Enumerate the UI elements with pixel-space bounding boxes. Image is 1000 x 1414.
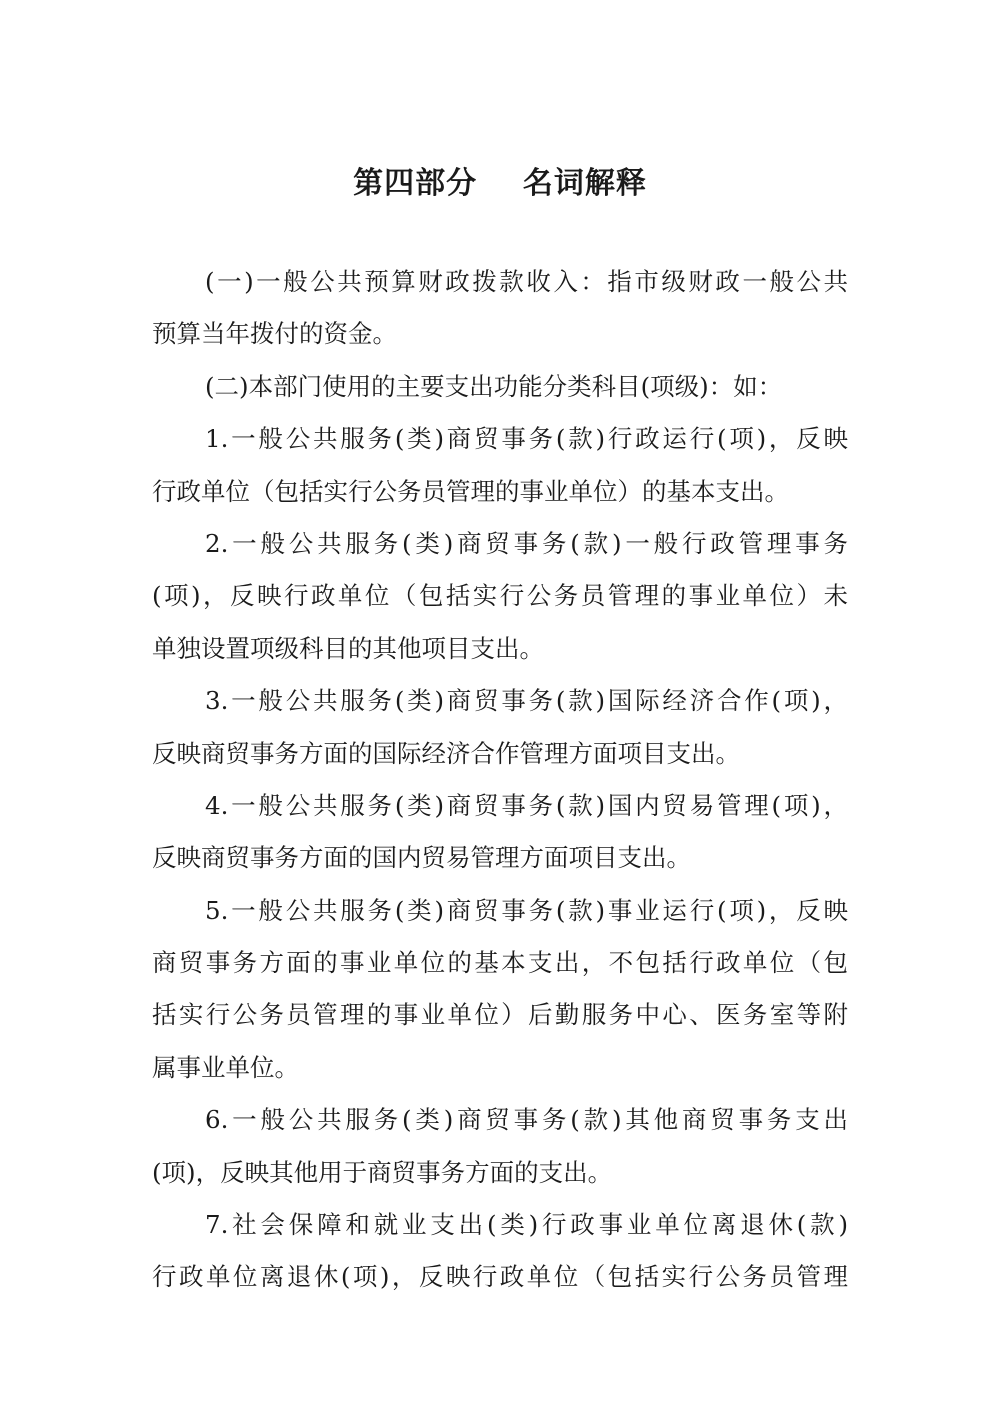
paragraph-first-line: (二)本部门使用的主要支出功能分类科目(项级)：如： xyxy=(205,371,783,401)
paragraph-line: 反映商贸事务方面的国内贸易管理方面项目支出。 xyxy=(152,843,691,873)
paragraph-line: 反映商贸事务方面的国际经济合作管理方面项目支出。 xyxy=(152,738,740,768)
paragraph-line: 括实行公务员管理的事业单位）后勤服务中心、医务室等附 xyxy=(152,1000,848,1030)
paragraph-first-line: 5.一般公共服务(类)商贸事务(款)事业运行(项)，反映 xyxy=(205,895,848,925)
paragraph-line: 预算当年拨付的资金。 xyxy=(152,319,397,349)
paragraph-line: 单独设置项级科目的其他项目支出。 xyxy=(152,633,544,663)
paragraph-first-line: 4.一般公共服务(类)商贸事务(款)国内贸易管理(项)， xyxy=(205,790,848,820)
paragraph-line: 商贸事务方面的事业单位的基本支出，不包括行政单位（包 xyxy=(152,948,848,978)
paragraph-line: (项)，反映行政单位（包括实行公务员管理的事业单位）未 xyxy=(152,581,848,611)
paragraph-first-line: 2.一般公共服务(类)商贸事务(款)一般行政管理事务 xyxy=(205,528,848,558)
paragraph-first-line: 3.一般公共服务(类)商贸事务(款)国际经济合作(项)， xyxy=(205,686,848,716)
paragraph-line: (项)，反映其他用于商贸事务方面的支出。 xyxy=(152,1157,613,1187)
document-body xyxy=(152,256,848,1304)
paragraph-first-line: 6.一般公共服务(类)商贸事务(款)其他商贸事务支出 xyxy=(205,1105,848,1135)
section-title: 第四部分 名词解释 xyxy=(353,166,647,201)
paragraph-line: 行政单位离退休(项)，反映行政单位（包括实行公务员管理 xyxy=(152,1262,848,1292)
paragraph-line: 行政单位（包括实行公务员管理的事业单位）的基本支出。 xyxy=(152,476,789,506)
paragraph-first-line: 7.社会保障和就业支出(类)行政事业单位离退休(款) xyxy=(205,1210,848,1240)
paragraph-line: 属事业单位。 xyxy=(152,1052,299,1082)
paragraph-first-line: (一)一般公共预算财政拨款收入：指市级财政一般公共 xyxy=(205,267,848,296)
paragraph-first-line: 1.一般公共服务(类)商贸事务(款)行政运行(项)，反映 xyxy=(205,424,848,454)
